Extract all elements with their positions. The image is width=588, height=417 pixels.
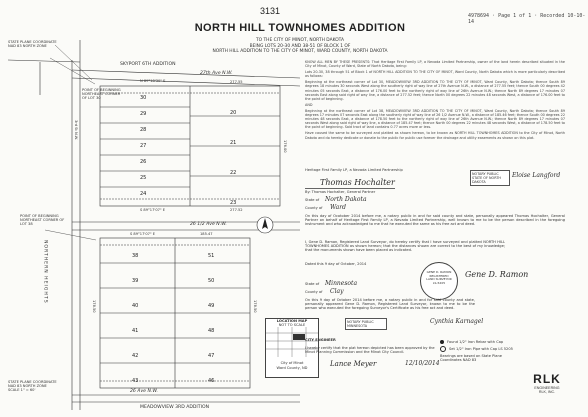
lot-number: 27: [140, 143, 147, 149]
lot-number: 30: [140, 95, 147, 101]
state-value: North Dakota: [325, 196, 367, 203]
company-logo: [525, 372, 569, 394]
lot-column-bottom-right: [208, 244, 214, 394]
city-engineer-text: I hereby certify that the plat hereon depicted has been approved by the Minot Planning Commission and the Minot City Council.: [305, 346, 435, 355]
legend-text: Set 1/2" Iron Pipe with Cap LS 5205: [449, 347, 513, 352]
lot-number: 21: [230, 140, 237, 146]
point-of-beginning-top: POINT OF BEGINNING NORTHEAST CORNER OF LOT 30: [82, 88, 121, 101]
county-mn-label: County of: [305, 290, 323, 294]
point-of-beginning-mid: POINT OF BEGINNING NORTHEAST CORNER OF LOT 38: [20, 214, 65, 227]
avenue-mid-label: 26 1/2 Ave N.W.: [190, 222, 227, 227]
plane-coords-label: STATE PLANE COORDINATE NAD 83 NORTH ZONE: [8, 40, 57, 49]
recording-stamp: 4978694 · Page 1 of 1 · Recorded 10-10-14: [468, 13, 586, 25]
legend: [440, 340, 520, 363]
lot-number: 48: [208, 328, 215, 334]
northern-heights-label: NORTHERN HEIGHTS: [42, 240, 48, 304]
subtitle-line: TO THE CITY OF MINOT, NORTH DAKOTA: [255, 38, 345, 43]
set-monument-icon: [440, 346, 446, 352]
dedication-paragraph: AND: [305, 102, 313, 107]
lot-number: 47: [208, 353, 215, 359]
scale-label: STATE PLANE COORDINATE NAD 83 NORTH ZONE SCALE 1" = 60': [8, 380, 57, 393]
acknowledgement-2: On this 9 day of October 2014 before me, a notary public in and for said county and state, personally appeared Gene D. Ramon, Registered Land Surveyor, known to me to be the person who executed the foregoing Surveyor's Certificate as his free act and deed.: [305, 298, 475, 311]
lot-number: 22: [230, 170, 237, 176]
subtitle-line: NORTH HILL ADDITION TO THE CITY OF MINOT, WARD COUNTY, NORTH DAKOTA: [212, 49, 388, 55]
legend-row: [440, 346, 520, 352]
state-mn-value: Minnesota: [325, 280, 358, 287]
owner-line: Heritage First Family LP, a Nevada Limited Partnership: [305, 168, 403, 172]
street-left-label: 3rd St N.W.: [74, 120, 79, 141]
lot-number: 28: [140, 127, 147, 133]
city-engineer-date: 12/10/2014: [405, 360, 440, 367]
dedication-paragraph: Beginning at the northeast corner of Lot 38, MEADOWVIEW 3RD ADDITION TO THE CITY OF MINOT, Ward County, North Dakota; thence South 89 degrees 17 minutes 07 seconds East along the southerly right of way line of 26 1/2 Avenue N.W., a distance of 185.46 feet; thence South 00 degrees 22 minutes 48 seconds East, a distance of 178.50 feet to the northerly right of way line of 26th Avenue N.W.; thence North 89 degrees 17 minutes 07 seconds West along said right of way line, a distance of 185.47 feet; thence North 00 degrees 22 minutes 48 seconds West, a distance of 178.50 feet to the point of beginning. Said tract of land contains 0.77 acres more or less.: [305, 108, 565, 130]
surveyor-signature: Gene D. Ramon: [465, 270, 529, 279]
lot-number: 43: [132, 378, 139, 384]
avenue-bottom-label: 26 Ave N.W.: [130, 389, 158, 394]
dedication-text: [305, 60, 565, 142]
legend-row: [440, 340, 520, 344]
lot-number: 51: [208, 253, 215, 259]
lot-number: 41: [132, 328, 139, 334]
lot-number: 24: [140, 191, 147, 197]
surveyor-seal-text: GENE D. RAMON REGISTERED LAND SURVEYOR LS-5205: [426, 270, 452, 285]
document-number: 3131: [260, 6, 281, 16]
avenue-top-label: 27th Ave N.W.: [200, 71, 233, 76]
county-label: County of: [305, 206, 323, 210]
location-map-subtitle: NOT TO SCALE: [278, 323, 306, 328]
city-engineer-signature: Lance Meyer: [330, 360, 377, 368]
dimension-label: 178.50: [253, 300, 258, 313]
page-title: NORTH HILL TOWNHOMES ADDITION: [194, 22, 406, 34]
lot-number: 46: [208, 378, 215, 384]
dimension-label: 176.00: [283, 140, 288, 153]
lot-number: 25: [140, 175, 147, 181]
location-map-title: LOCATION MAP: [276, 319, 308, 323]
acknowledgement-1: On this day of Ocotober 2014 before me, a notary public in and for said county and state, personally appeared Thomas Hochalter, General Partner on behalf of Heritage First Family LP, a Nevada Limited Partnership, well known to me to be the person described in the foregoing instrument and who acknowledged to me that he executed the same as his free act and deed.: [305, 214, 565, 227]
dimension-label: 277.52: [230, 208, 243, 212]
signature-line: [305, 188, 395, 189]
lot-number: 49: [208, 303, 215, 309]
county-mn-value: Clay: [330, 288, 344, 295]
lot-number: 39: [132, 278, 139, 284]
by-line: By: Thomas Hochalter, General Partner: [305, 190, 376, 194]
county-value: Ward: [330, 204, 346, 211]
dedication-paragraph: KNOW ALL MEN BY THESE PRESENTS: That Heritage First Family LP, a Nevada Limited Partnership, owner of the land herein described situated in the City of Minot, County of Ward, State of North Dakota, being:: [305, 60, 565, 69]
surveyor-seal: [420, 262, 458, 300]
notary-signature-mn: Cynthia Karnagel: [430, 318, 484, 325]
skyport-label: SKYPORT 6TH ADDITION: [120, 62, 176, 67]
logo-company: RLK, INC.: [538, 390, 556, 395]
surveyor-certificate: I, Gene D. Ramon, Registered Land Surveyor, do hereby certify that I have surveyed and platted NORTH HILL TOWNHOMES ADDITION as shown hereon; that the distances shown are correct to the best of my knowledge; that the monuments shown have been placed as indicated.: [305, 240, 505, 253]
dimension-label: 178.50: [92, 300, 97, 313]
lot-column-bottom-left: [132, 244, 138, 394]
lot-column-top-left: [140, 90, 146, 202]
legend-text: Found 1/2" Iron Rebar with Cap: [447, 340, 504, 344]
surveyor-date: Dated this 9 day of October, 2014: [305, 262, 367, 266]
dedication-paragraph: Beginning at the northeast corner of Lot 30, MEADOWVIEW 3RD ADDITION TO THE CITY OF MINOT, Ward County, North Dakota; thence South 89 degrees 18 minutes 30 seconds West along the southerly right of way line of 27th Avenue N.W., a distance of 277.55 feet; thence South 00 degrees 42 minutes 05 seconds East, a distance of 176.00 feet to the northerly right of way line of 26th Avenue N.W.; thence North 89 degrees 17 minutes 07 seconds East along said right of way line, a distance of 277.52 feet; thence North 00 degrees 22 minutes 48 seconds West, a distance of 176.00 feet to the point of beginning.: [305, 80, 565, 101]
lot-number: 29: [140, 111, 147, 117]
lot-number: 26: [140, 159, 147, 165]
dedication-paragraph: Lots 20-30, 38 through 51 of Block 1 of NORTH HILL ADDITION TO THE CITY OF MINOT, Ward County, North Dakota which is more particularly described as follows:: [305, 70, 565, 79]
dimension-label: N 89°18'30" E: [140, 79, 166, 83]
lot-number: 23: [230, 200, 237, 206]
dimension-label: S 89°17'07" E: [140, 208, 165, 212]
lot-number: 50: [208, 278, 215, 284]
legend-note: Bearings are based on State Plane Coordinates NAD 83: [440, 354, 503, 363]
dimension-label: 185.47: [200, 232, 213, 236]
state-mn-label: State of: [305, 282, 320, 286]
dimension-label: S 89°17'07" E: [130, 232, 155, 236]
logo-text: RLK: [533, 372, 561, 386]
city-engineer-title: CITY ENGINEER: [305, 338, 336, 342]
state-label: State of: [305, 198, 320, 202]
notary-stamp: NOTARY PUBLIC STATE OF NORTH DAKOTA: [470, 170, 510, 186]
lot-number: 20: [230, 110, 237, 116]
notary-stamp-mn: NOTARY PUBLIC MINNESOTA: [345, 318, 387, 330]
lot-number: 38: [132, 253, 139, 259]
subtitle-line: BEING LOTS 20-30 AND 38-51 OF BLOCK 1 OF: [249, 43, 351, 49]
dedication-paragraph: Have caused the same to be surveyed and platted as shown hereon, to be known as NORTH HILL TOWNHOMES ADDITION to the City of Minot, North Dakota and do hereby dedicate or donate to the public for public use forever the drainage and utility easements as shown on this plat.: [305, 131, 565, 140]
dimension-label: 277.55: [230, 80, 243, 84]
lot-number: 40: [132, 303, 139, 309]
lot-column-top-right: [230, 98, 236, 218]
north-arrow-icon: [257, 217, 273, 233]
location-map-caption: City of Minot Ward County, ND: [276, 361, 308, 370]
owner-signature: Thomas Hochalter: [320, 178, 395, 187]
meadowview-label: MEADOWVIEW 3RD ADDITION: [140, 405, 210, 410]
found-monument-icon: [440, 340, 444, 344]
notary-signature: Eloise Langford: [512, 172, 561, 179]
logo-subtext: ENGINEERING: [534, 386, 560, 390]
lot-number: 42: [132, 353, 139, 359]
